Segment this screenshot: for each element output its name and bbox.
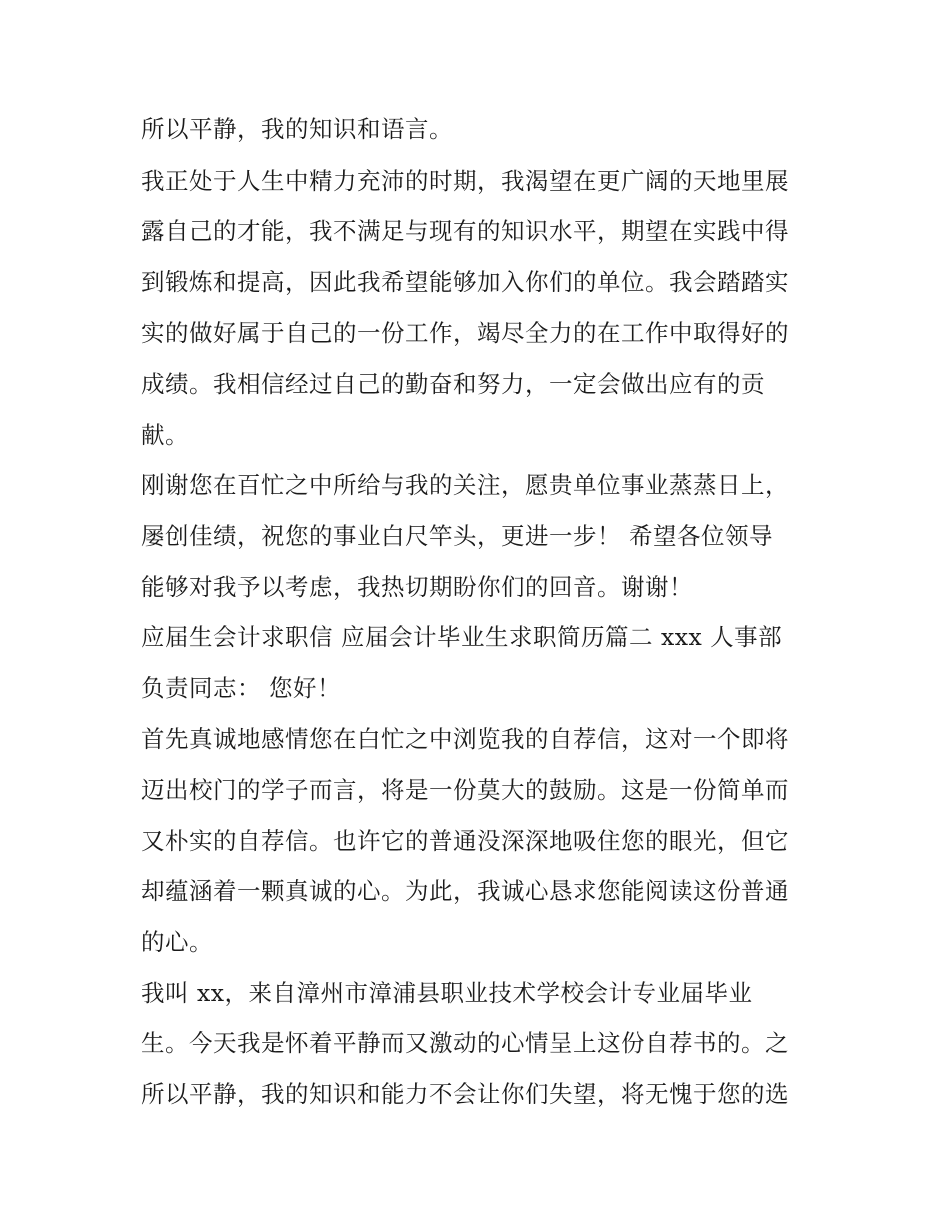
text-line: 到锻炼和提高，因此我希望能够加入你们的单位。我会踏踏实 — [141, 268, 789, 296]
text-line: 刚谢您在百忙之中所给与我的关注，愿贵单位事业蒸蒸日上， — [141, 471, 789, 499]
text-line: 又朴实的自荐信。也许它的普通没深深地吸住您的眼光，但它 — [141, 827, 789, 855]
text-line: 我叫 xx，来自漳州市漳浦县职业技术学校会计专业届毕业 — [141, 979, 753, 1007]
text-line: 所以平静，我的知识和语言。 — [141, 115, 453, 143]
text-line: 献。 — [141, 421, 189, 449]
text-line: 生。今天我是怀着平静而又激动的心情呈上这份自荐书的。之 — [141, 1029, 789, 1057]
text-line: 所以平静，我的知识和能力不会让你们失望，将无愧于您的选 — [141, 1080, 789, 1108]
text-line: 负责同志： 您好！ — [141, 674, 341, 702]
text-line: 首先真诚地感情您在白忙之中浏览我的自荐信，这对一个即将 — [141, 725, 789, 753]
text-line: 屡创佳绩，祝您的事业白尺竿头，更进一步！ 希望各位领导 — [141, 522, 773, 550]
text-line: 迈出校门的学子而言，将是一份莫大的鼓励。这是一份简单而 — [141, 776, 789, 804]
text-line: 我正处于人生中精力充沛的时期，我渴望在更广阔的天地里展 — [141, 167, 789, 195]
text-line: 实的做好属于自己的一份工作，竭尽全力的在工作中取得好的 — [141, 319, 789, 347]
text-line: 应届生会计求职信 应届会计毕业生求职简历篇二 xxx 人事部 — [141, 623, 783, 651]
text-line: 露自己的才能，我不满足与现有的知识水平，期望在实践中得 — [141, 217, 789, 245]
text-line: 能够对我予以考虑，我热切期盼你们的回音。谢谢！ — [141, 573, 693, 601]
text-line: 的心。 — [141, 928, 213, 956]
text-line: 成绩。我相信经过自己的勤奋和努力，一定会做出应有的贡 — [141, 370, 765, 398]
text-line: 却蕴涵着一颗真诚的心。为此，我诚心恳求您能阅读这份普通 — [141, 877, 789, 905]
